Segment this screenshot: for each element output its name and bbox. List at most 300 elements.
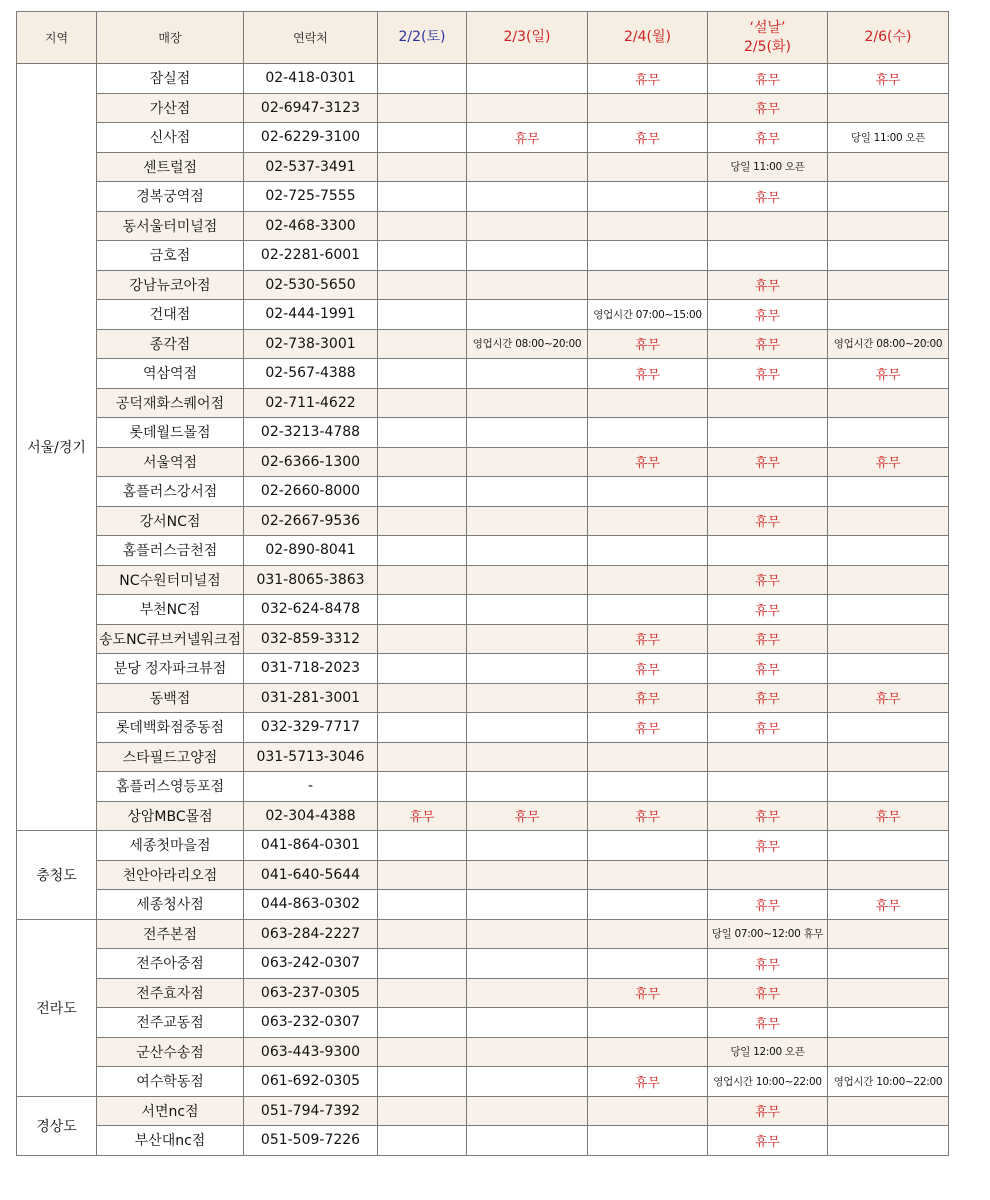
schedule-cell bbox=[828, 919, 949, 949]
schedule-cell bbox=[467, 919, 588, 949]
hours-note: 영업시간 10:00~22:00 bbox=[708, 1067, 828, 1097]
closed-badge: 휴무 bbox=[708, 683, 828, 713]
schedule-cell bbox=[378, 1126, 467, 1156]
date-label: 2/5(화) bbox=[744, 38, 791, 55]
schedule-cell bbox=[828, 1096, 949, 1126]
store-name: 서울역점 bbox=[97, 447, 244, 477]
store-name: 롯데월드몰점 bbox=[97, 418, 244, 448]
closed-badge: 휴무 bbox=[588, 1067, 708, 1097]
date-label: 2/3(일) bbox=[503, 29, 551, 45]
schedule-cell bbox=[467, 270, 588, 300]
schedule-cell bbox=[828, 772, 949, 802]
closed-badge: 휴무 bbox=[708, 506, 828, 536]
schedule-cell bbox=[588, 860, 708, 890]
schedule-cell bbox=[467, 565, 588, 595]
closed-badge: 휴무 bbox=[828, 447, 949, 477]
table-row bbox=[17, 949, 949, 979]
schedule-cell bbox=[588, 1037, 708, 1067]
store-name: 동서울터미널점 bbox=[97, 211, 244, 241]
schedule-cell bbox=[708, 536, 828, 566]
store-phone: 051-794-7392 bbox=[244, 1096, 378, 1126]
schedule-cell bbox=[588, 595, 708, 625]
schedule-cell bbox=[378, 624, 467, 654]
schedule-cell bbox=[467, 241, 588, 271]
store-phone: 02-6947-3123 bbox=[244, 93, 378, 123]
schedule-cell bbox=[467, 978, 588, 1008]
closed-badge: 휴무 bbox=[708, 565, 828, 595]
store-phone: 02-418-0301 bbox=[244, 64, 378, 94]
store-name: 공덕재화스퀘어점 bbox=[97, 388, 244, 418]
schedule-cell bbox=[467, 860, 588, 890]
table-row bbox=[17, 772, 949, 802]
table-row bbox=[17, 182, 949, 212]
schedule-cell bbox=[588, 506, 708, 536]
closed-badge: 휴무 bbox=[708, 801, 828, 831]
store-name: NC수원터미널점 bbox=[97, 565, 244, 595]
table-row bbox=[17, 654, 949, 684]
store-name: 종각점 bbox=[97, 329, 244, 359]
schedule-cell bbox=[467, 1008, 588, 1038]
schedule-cell bbox=[467, 624, 588, 654]
closed-badge: 휴무 bbox=[828, 801, 949, 831]
store-phone: 031-718-2023 bbox=[244, 654, 378, 684]
region-cell: 서울/경기 bbox=[17, 64, 97, 831]
schedule-cell bbox=[708, 418, 828, 448]
schedule-cell bbox=[378, 536, 467, 566]
table-row bbox=[17, 64, 949, 94]
store-name: 상암MBC몰점 bbox=[97, 801, 244, 831]
store-phone: 02-2281-6001 bbox=[244, 241, 378, 271]
schedule-cell bbox=[378, 123, 467, 153]
store-phone: 044-863-0302 bbox=[244, 890, 378, 920]
schedule-cell bbox=[378, 152, 467, 182]
schedule-cell bbox=[708, 860, 828, 890]
store-name: 분당 정자파크뷰점 bbox=[97, 654, 244, 684]
schedule-cell bbox=[588, 241, 708, 271]
header-date-0 bbox=[378, 12, 467, 64]
schedule-cell bbox=[378, 211, 467, 241]
table-row bbox=[17, 152, 949, 182]
schedule-cell bbox=[588, 152, 708, 182]
schedule-cell bbox=[828, 1008, 949, 1038]
closed-badge: 휴무 bbox=[708, 182, 828, 212]
closed-badge: 휴무 bbox=[708, 595, 828, 625]
schedule-cell bbox=[588, 211, 708, 241]
store-name: 전주효자점 bbox=[97, 978, 244, 1008]
store-phone: 051-509-7226 bbox=[244, 1126, 378, 1156]
table-row bbox=[17, 1037, 949, 1067]
holiday-tag: ‘설날’ bbox=[749, 19, 786, 36]
table-row bbox=[17, 211, 949, 241]
closed-badge: 휴무 bbox=[828, 359, 949, 389]
store-phone: 02-537-3491 bbox=[244, 152, 378, 182]
schedule-cell bbox=[588, 919, 708, 949]
store-name: 송도NC큐브커넬워크점 bbox=[97, 624, 244, 654]
schedule-cell bbox=[588, 477, 708, 507]
schedule-cell bbox=[378, 919, 467, 949]
schedule-cell bbox=[378, 1037, 467, 1067]
schedule-cell bbox=[378, 1008, 467, 1038]
table-row bbox=[17, 683, 949, 713]
table-row bbox=[17, 329, 949, 359]
schedule-cell bbox=[467, 64, 588, 94]
table-row bbox=[17, 93, 949, 123]
schedule-cell bbox=[828, 477, 949, 507]
schedule-cell bbox=[588, 831, 708, 861]
schedule-cell bbox=[708, 211, 828, 241]
store-name: 금호점 bbox=[97, 241, 244, 271]
schedule-cell bbox=[708, 477, 828, 507]
schedule-cell bbox=[828, 831, 949, 861]
table-row bbox=[17, 506, 949, 536]
closed-badge: 휴무 bbox=[588, 654, 708, 684]
closed-badge: 휴무 bbox=[588, 447, 708, 477]
store-name: 부산대nc점 bbox=[97, 1126, 244, 1156]
closed-badge: 휴무 bbox=[708, 93, 828, 123]
closed-badge: 휴무 bbox=[708, 123, 828, 153]
store-phone: 02-6366-1300 bbox=[244, 447, 378, 477]
schedule-cell bbox=[378, 713, 467, 743]
schedule-cell bbox=[828, 978, 949, 1008]
schedule-cell bbox=[467, 772, 588, 802]
table-row bbox=[17, 300, 949, 330]
table-row bbox=[17, 742, 949, 772]
schedule-cell bbox=[588, 1096, 708, 1126]
store-phone: 031-281-3001 bbox=[244, 683, 378, 713]
schedule-cell bbox=[828, 418, 949, 448]
table-row bbox=[17, 270, 949, 300]
table-row bbox=[17, 1067, 949, 1097]
schedule-cell bbox=[828, 860, 949, 890]
schedule-cell bbox=[467, 1126, 588, 1156]
region-cell: 경상도 bbox=[17, 1096, 97, 1155]
schedule-cell bbox=[467, 477, 588, 507]
holiday-schedule-table bbox=[16, 11, 949, 1156]
schedule-cell bbox=[828, 949, 949, 979]
table-row bbox=[17, 713, 949, 743]
closed-badge: 휴무 bbox=[828, 64, 949, 94]
store-phone: 063-284-2227 bbox=[244, 919, 378, 949]
closed-badge: 휴무 bbox=[378, 801, 467, 831]
closed-badge: 휴무 bbox=[588, 64, 708, 94]
closed-badge: 휴무 bbox=[708, 624, 828, 654]
schedule-cell bbox=[467, 359, 588, 389]
schedule-cell bbox=[828, 241, 949, 271]
store-phone: 063-242-0307 bbox=[244, 949, 378, 979]
store-name: 건대점 bbox=[97, 300, 244, 330]
closed-badge: 휴무 bbox=[708, 1008, 828, 1038]
schedule-cell bbox=[708, 241, 828, 271]
schedule-cell bbox=[828, 506, 949, 536]
closed-badge: 휴무 bbox=[828, 890, 949, 920]
schedule-cell bbox=[378, 300, 467, 330]
closed-badge: 휴무 bbox=[708, 329, 828, 359]
schedule-cell bbox=[378, 477, 467, 507]
store-phone: 032-859-3312 bbox=[244, 624, 378, 654]
schedule-cell bbox=[467, 93, 588, 123]
schedule-cell bbox=[467, 595, 588, 625]
table-row bbox=[17, 624, 949, 654]
schedule-cell bbox=[828, 1037, 949, 1067]
schedule-cell bbox=[467, 683, 588, 713]
table-row bbox=[17, 919, 949, 949]
schedule-cell bbox=[378, 1067, 467, 1097]
schedule-cell bbox=[378, 949, 467, 979]
table-row bbox=[17, 831, 949, 861]
schedule-cell bbox=[828, 742, 949, 772]
header-row bbox=[17, 12, 949, 64]
schedule-cell bbox=[378, 831, 467, 861]
closed-badge: 휴무 bbox=[708, 359, 828, 389]
table-row bbox=[17, 801, 949, 831]
store-name: 부천NC점 bbox=[97, 595, 244, 625]
table-row bbox=[17, 595, 949, 625]
schedule-cell bbox=[828, 713, 949, 743]
header-date-3 bbox=[708, 12, 828, 64]
schedule-cell bbox=[467, 447, 588, 477]
store-name: 스타필드고양점 bbox=[97, 742, 244, 772]
schedule-cell bbox=[588, 93, 708, 123]
store-name: 역삼역점 bbox=[97, 359, 244, 389]
store-phone: 02-3213-4788 bbox=[244, 418, 378, 448]
store-phone: 031-5713-3046 bbox=[244, 742, 378, 772]
schedule-cell bbox=[708, 772, 828, 802]
store-phone: 063-237-0305 bbox=[244, 978, 378, 1008]
store-name: 전주교동점 bbox=[97, 1008, 244, 1038]
table-row bbox=[17, 536, 949, 566]
store-name: 서면nc점 bbox=[97, 1096, 244, 1126]
store-phone: 02-530-5650 bbox=[244, 270, 378, 300]
schedule-cell bbox=[467, 742, 588, 772]
table-row bbox=[17, 477, 949, 507]
store-phone: 063-232-0307 bbox=[244, 1008, 378, 1038]
hours-note: 당일 11:00 오픈 bbox=[828, 123, 949, 153]
table-row bbox=[17, 241, 949, 271]
hours-note: 영업시간 08:00~20:00 bbox=[828, 329, 949, 359]
schedule-cell bbox=[467, 388, 588, 418]
date-label: 2/2(토) bbox=[398, 29, 446, 45]
schedule-cell bbox=[378, 64, 467, 94]
table-row bbox=[17, 1008, 949, 1038]
closed-badge: 휴무 bbox=[708, 1126, 828, 1156]
table-row bbox=[17, 447, 949, 477]
store-phone: 031-8065-3863 bbox=[244, 565, 378, 595]
table-row bbox=[17, 1096, 949, 1126]
closed-badge: 휴무 bbox=[708, 654, 828, 684]
closed-badge: 휴무 bbox=[708, 300, 828, 330]
schedule-cell bbox=[378, 506, 467, 536]
store-phone: 02-711-4622 bbox=[244, 388, 378, 418]
schedule-cell bbox=[467, 713, 588, 743]
hours-note: 당일 11:00 오픈 bbox=[708, 152, 828, 182]
schedule-cell bbox=[588, 565, 708, 595]
schedule-cell bbox=[378, 595, 467, 625]
store-name: 강남뉴코아점 bbox=[97, 270, 244, 300]
header-date-2 bbox=[588, 12, 708, 64]
store-phone: 032-624-8478 bbox=[244, 595, 378, 625]
schedule-cell bbox=[467, 949, 588, 979]
schedule-cell bbox=[708, 388, 828, 418]
hours-note: 영업시간 08:00~20:00 bbox=[467, 329, 588, 359]
region-cell: 충청도 bbox=[17, 831, 97, 920]
closed-badge: 휴무 bbox=[708, 64, 828, 94]
schedule-cell bbox=[378, 1096, 467, 1126]
schedule-cell bbox=[588, 742, 708, 772]
store-phone: 02-304-4388 bbox=[244, 801, 378, 831]
date-label: 2/6(수) bbox=[864, 29, 912, 45]
store-name: 여수학동점 bbox=[97, 1067, 244, 1097]
store-name: 홈플러스금천점 bbox=[97, 536, 244, 566]
store-name: 세종첫마을점 bbox=[97, 831, 244, 861]
schedule-cell bbox=[378, 182, 467, 212]
schedule-cell bbox=[378, 359, 467, 389]
schedule-cell bbox=[378, 890, 467, 920]
store-name: 전주본점 bbox=[97, 919, 244, 949]
schedule-cell bbox=[378, 683, 467, 713]
hours-note: 영업시간 07:00~15:00 bbox=[588, 300, 708, 330]
closed-badge: 휴무 bbox=[828, 683, 949, 713]
closed-badge: 휴무 bbox=[588, 359, 708, 389]
store-name: 천안아라리오점 bbox=[97, 860, 244, 890]
store-name: 가산점 bbox=[97, 93, 244, 123]
store-name: 경복궁역점 bbox=[97, 182, 244, 212]
schedule-cell bbox=[467, 300, 588, 330]
schedule-cell bbox=[467, 536, 588, 566]
header-date-4 bbox=[828, 12, 949, 64]
schedule-cell bbox=[828, 624, 949, 654]
store-phone: 02-738-3001 bbox=[244, 329, 378, 359]
schedule-cell bbox=[467, 1037, 588, 1067]
schedule-cell bbox=[378, 565, 467, 595]
closed-badge: 휴무 bbox=[588, 683, 708, 713]
schedule-cell bbox=[828, 595, 949, 625]
schedule-cell bbox=[588, 949, 708, 979]
store-phone: 02-2667-9536 bbox=[244, 506, 378, 536]
closed-badge: 휴무 bbox=[708, 831, 828, 861]
store-name: 동백점 bbox=[97, 683, 244, 713]
store-phone: 02-567-4388 bbox=[244, 359, 378, 389]
store-phone: 02-6229-3100 bbox=[244, 123, 378, 153]
header-date-1 bbox=[467, 12, 588, 64]
closed-badge: 휴무 bbox=[708, 447, 828, 477]
header-region: 지역 bbox=[17, 12, 97, 64]
closed-badge: 휴무 bbox=[708, 949, 828, 979]
schedule-cell bbox=[588, 536, 708, 566]
store-name: 홈플러스강서점 bbox=[97, 477, 244, 507]
store-phone: 041-864-0301 bbox=[244, 831, 378, 861]
schedule-cell bbox=[378, 447, 467, 477]
closed-badge: 휴무 bbox=[467, 123, 588, 153]
schedule-cell bbox=[378, 270, 467, 300]
schedule-cell bbox=[378, 742, 467, 772]
closed-badge: 휴무 bbox=[588, 624, 708, 654]
schedule-cell bbox=[828, 211, 949, 241]
closed-badge: 휴무 bbox=[708, 270, 828, 300]
schedule-cell bbox=[588, 772, 708, 802]
schedule-cell bbox=[467, 182, 588, 212]
schedule-cell bbox=[828, 300, 949, 330]
header-store: 매장 bbox=[97, 12, 244, 64]
schedule-cell bbox=[828, 388, 949, 418]
schedule-cell bbox=[378, 772, 467, 802]
schedule-cell bbox=[467, 152, 588, 182]
store-phone: 063-443-9300 bbox=[244, 1037, 378, 1067]
closed-badge: 휴무 bbox=[588, 801, 708, 831]
store-phone: - bbox=[244, 772, 378, 802]
schedule-cell bbox=[708, 742, 828, 772]
store-name: 군산수송점 bbox=[97, 1037, 244, 1067]
region-cell: 전라도 bbox=[17, 919, 97, 1096]
store-phone: 02-2660-8000 bbox=[244, 477, 378, 507]
store-phone: 061-692-0305 bbox=[244, 1067, 378, 1097]
schedule-cell bbox=[378, 241, 467, 271]
store-name: 센트럴점 bbox=[97, 152, 244, 182]
schedule-cell bbox=[828, 536, 949, 566]
store-name: 신사점 bbox=[97, 123, 244, 153]
table-row bbox=[17, 565, 949, 595]
schedule-cell bbox=[378, 654, 467, 684]
schedule-cell bbox=[378, 978, 467, 1008]
table-row bbox=[17, 860, 949, 890]
schedule-cell bbox=[828, 182, 949, 212]
schedule-cell bbox=[467, 890, 588, 920]
store-name: 홈플러스영등포점 bbox=[97, 772, 244, 802]
store-name: 전주아중점 bbox=[97, 949, 244, 979]
table-row bbox=[17, 978, 949, 1008]
header-phone: 연락처 bbox=[244, 12, 378, 64]
store-name: 잠실점 bbox=[97, 64, 244, 94]
schedule-cell bbox=[588, 1008, 708, 1038]
table-row bbox=[17, 418, 949, 448]
store-name: 롯데백화점중동점 bbox=[97, 713, 244, 743]
store-phone: 041-640-5644 bbox=[244, 860, 378, 890]
table-row bbox=[17, 1126, 949, 1156]
schedule-cell bbox=[378, 329, 467, 359]
closed-badge: 휴무 bbox=[708, 1096, 828, 1126]
date-label: 2/4(월) bbox=[624, 29, 671, 45]
schedule-cell bbox=[378, 388, 467, 418]
schedule-cell bbox=[467, 654, 588, 684]
closed-badge: 휴무 bbox=[588, 978, 708, 1008]
store-phone: 02-444-1991 bbox=[244, 300, 378, 330]
schedule-cell bbox=[828, 270, 949, 300]
schedule-cell bbox=[828, 654, 949, 684]
table-row bbox=[17, 123, 949, 153]
closed-badge: 휴무 bbox=[588, 713, 708, 743]
table-row bbox=[17, 388, 949, 418]
schedule-cell bbox=[588, 388, 708, 418]
schedule-cell bbox=[588, 418, 708, 448]
schedule-cell bbox=[588, 1126, 708, 1156]
closed-badge: 휴무 bbox=[708, 890, 828, 920]
schedule-cell bbox=[378, 418, 467, 448]
schedule-cell bbox=[588, 270, 708, 300]
schedule-cell bbox=[467, 211, 588, 241]
schedule-cell bbox=[588, 890, 708, 920]
table-row bbox=[17, 359, 949, 389]
hours-note: 당일 07:00~12:00 휴무 bbox=[708, 919, 828, 949]
closed-badge: 휴무 bbox=[467, 801, 588, 831]
hours-note: 당일 12:00 오픈 bbox=[708, 1037, 828, 1067]
store-name: 강서NC점 bbox=[97, 506, 244, 536]
schedule-cell bbox=[828, 565, 949, 595]
schedule-cell bbox=[828, 93, 949, 123]
closed-badge: 휴무 bbox=[708, 978, 828, 1008]
store-phone: 032-329-7717 bbox=[244, 713, 378, 743]
closed-badge: 휴무 bbox=[588, 329, 708, 359]
schedule-cell bbox=[588, 182, 708, 212]
schedule-cell bbox=[467, 1096, 588, 1126]
